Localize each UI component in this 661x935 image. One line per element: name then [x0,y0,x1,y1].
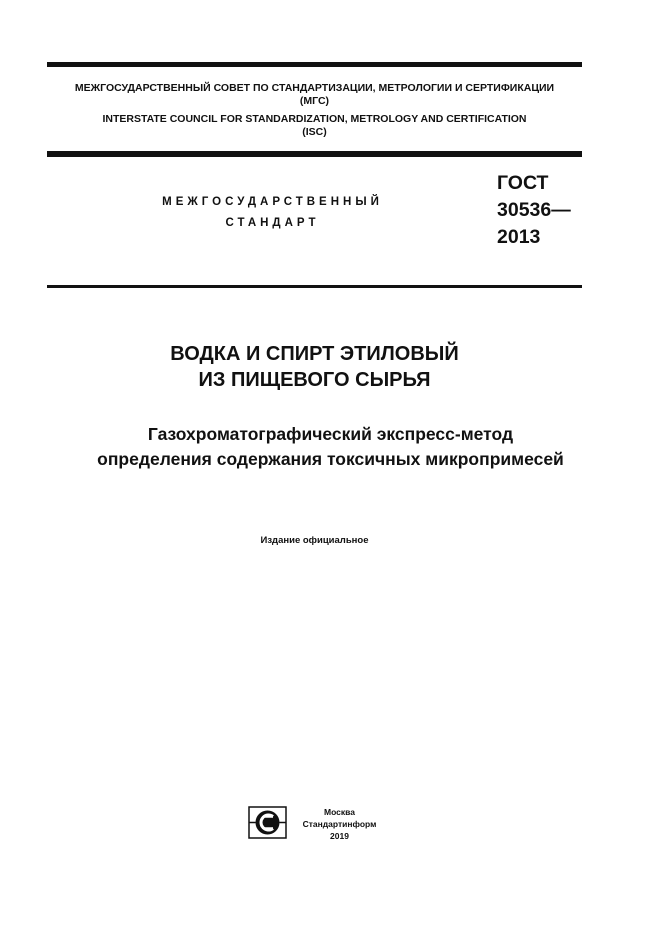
council-name-ru-line: МЕЖГОСУДАРСТВЕННЫЙ СОВЕТ ПО СТАНДАРТИЗАЦИИ, МЕТРОЛОГИИ И СЕРТИФИКАЦИИ [74,82,555,94]
standard-type [110,192,435,234]
edition-note: Издание официальное [260,535,369,546]
council-abbr-en: (ISC) [302,126,327,138]
council-abbr-ru: (МГС) [299,95,330,107]
lower-rule [47,285,582,288]
publication-year: 2019 [330,831,349,841]
document-subtitle [30,422,631,472]
publisher-city: Москва [324,807,355,817]
designation-number: 30536— [497,199,571,221]
top-rule [47,62,582,67]
publisher-imprint [292,806,387,842]
document-title [47,341,582,393]
standartinform-logo-icon [248,806,287,839]
council-name-ru [47,82,582,108]
designation-prefix: ГОСТ [497,172,549,194]
middle-rule [47,151,582,157]
standard-type-line1: МЕЖГОСУДАРСТВЕННЫЙ [162,196,383,208]
standard-type-line2: СТАНДАРТ [225,217,320,229]
designation-year: 2013 [497,226,541,248]
publisher-name: Стандартинформ [302,819,377,829]
document-subtitle-line2: определения содержания токсичных микропримесей [97,449,564,469]
standard-designation [497,170,571,251]
document-subtitle-line1: Газохроматографический экспресс-метод [147,424,514,444]
council-name-en-line: INTERSTATE COUNCIL FOR STANDARDIZATION, METROLOGY AND CERTIFICATION [102,113,527,125]
document-title-line1: ВОДКА И СПИРТ ЭТИЛОВЫЙ [170,343,459,365]
council-name-en [47,113,582,139]
document-title-line2: ИЗ ПИЩЕВОГО СЫРЬЯ [198,369,431,391]
